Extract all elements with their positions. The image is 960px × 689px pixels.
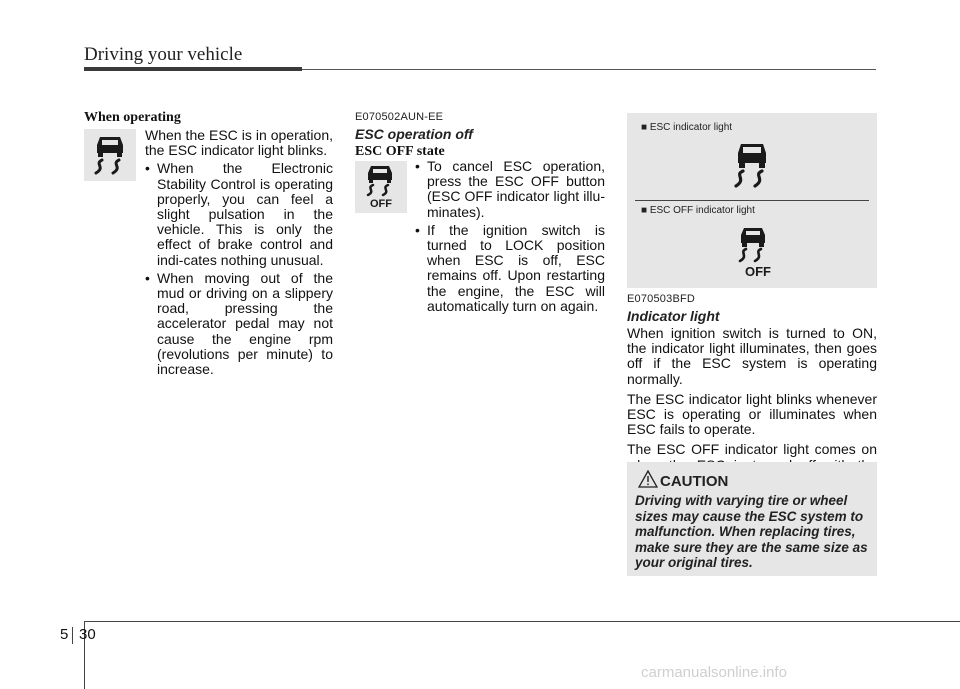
indicator-paragraph: The ESC indicator light blinks whenever ESC is operating or illuminates when ESC fails to operate. (627, 390, 877, 438)
esc-off-indicator-icon (733, 226, 773, 280)
list-item: • When the Electronic Stability Control is operating properly, you can feel a slight pulsation in the vehicle. This is only the effect of brake control and indi-cates nothing unusual. (145, 161, 333, 267)
caution-box (627, 462, 877, 576)
esc-off-state-heading: ESC OFF state (355, 144, 445, 159)
esc-skid-car-icon (88, 133, 132, 177)
esc-off-bullets (415, 159, 605, 314)
header-rule (302, 69, 876, 70)
list-item: • To cancel ESC operation, press the ESC OFF button (ESC OFF indicator light illu-minates). (415, 159, 605, 220)
indicator-paragraph: The ESC OFF indicator light comes on (627, 441, 877, 458)
page-header-title: Driving your vehicle (84, 44, 243, 65)
warning-triangle-icon (638, 470, 658, 488)
operating-bullets (145, 161, 333, 377)
indicator-paragraph: When ignition switch is turned to ON, the indicator light illuminates, then goes off if the ESC system is operating normally. (627, 325, 877, 387)
esc-operation-intro: When the ESC is in operation, the ESC indicator light blinks. (145, 127, 333, 159)
esc-off-body (415, 159, 605, 317)
svg-text:OFF: OFF (745, 264, 771, 279)
esc-off-icon-box (355, 161, 407, 213)
panel-divider (635, 200, 869, 201)
esc-icon-box (84, 129, 136, 181)
caution-text: Driving with varying tire or wheel sizes may cause the ESC system to malfunction. When replacing tires, make sure they are the same size as your original tires. (635, 493, 868, 570)
section-code: E070502AUN-EE (355, 111, 444, 123)
section-code: E070503BFD (627, 293, 696, 305)
esc-off-icon (359, 164, 403, 210)
page-number: 30 (79, 626, 96, 643)
section-number: 5 (60, 626, 69, 643)
esc-operation-off-title: ESC operation off (355, 126, 473, 142)
watermark: carmanualsonline.info (641, 664, 787, 681)
when-operating-body (145, 128, 333, 380)
footer-rule (84, 621, 960, 622)
indicator-light-panel (627, 113, 877, 288)
svg-text:OFF: OFF (370, 198, 392, 210)
list-item: • When moving out of the mud or driving on a slippery road, pressing the accelerator pedal may not cause the engine rpm (revolutions per minute) to increase. (145, 271, 333, 377)
when-operating-heading: When operating (84, 110, 181, 125)
esc-indicator-icon (727, 141, 777, 191)
caution-title: CAUTION (660, 473, 729, 490)
list-item: • If the ignition switch is turned to LOCK position when ESC is off, ESC remains off. Upon restarting the engine, the ESC will automatically turn on again. (415, 223, 605, 314)
esc-off-indicator-label: ■ ESC OFF indicator light (641, 205, 755, 216)
indicator-light-title: Indicator light (627, 308, 720, 324)
page-number-separator (72, 627, 73, 644)
header-bar (84, 67, 302, 71)
esc-indicator-label: ■ ESC indicator light (641, 122, 733, 133)
